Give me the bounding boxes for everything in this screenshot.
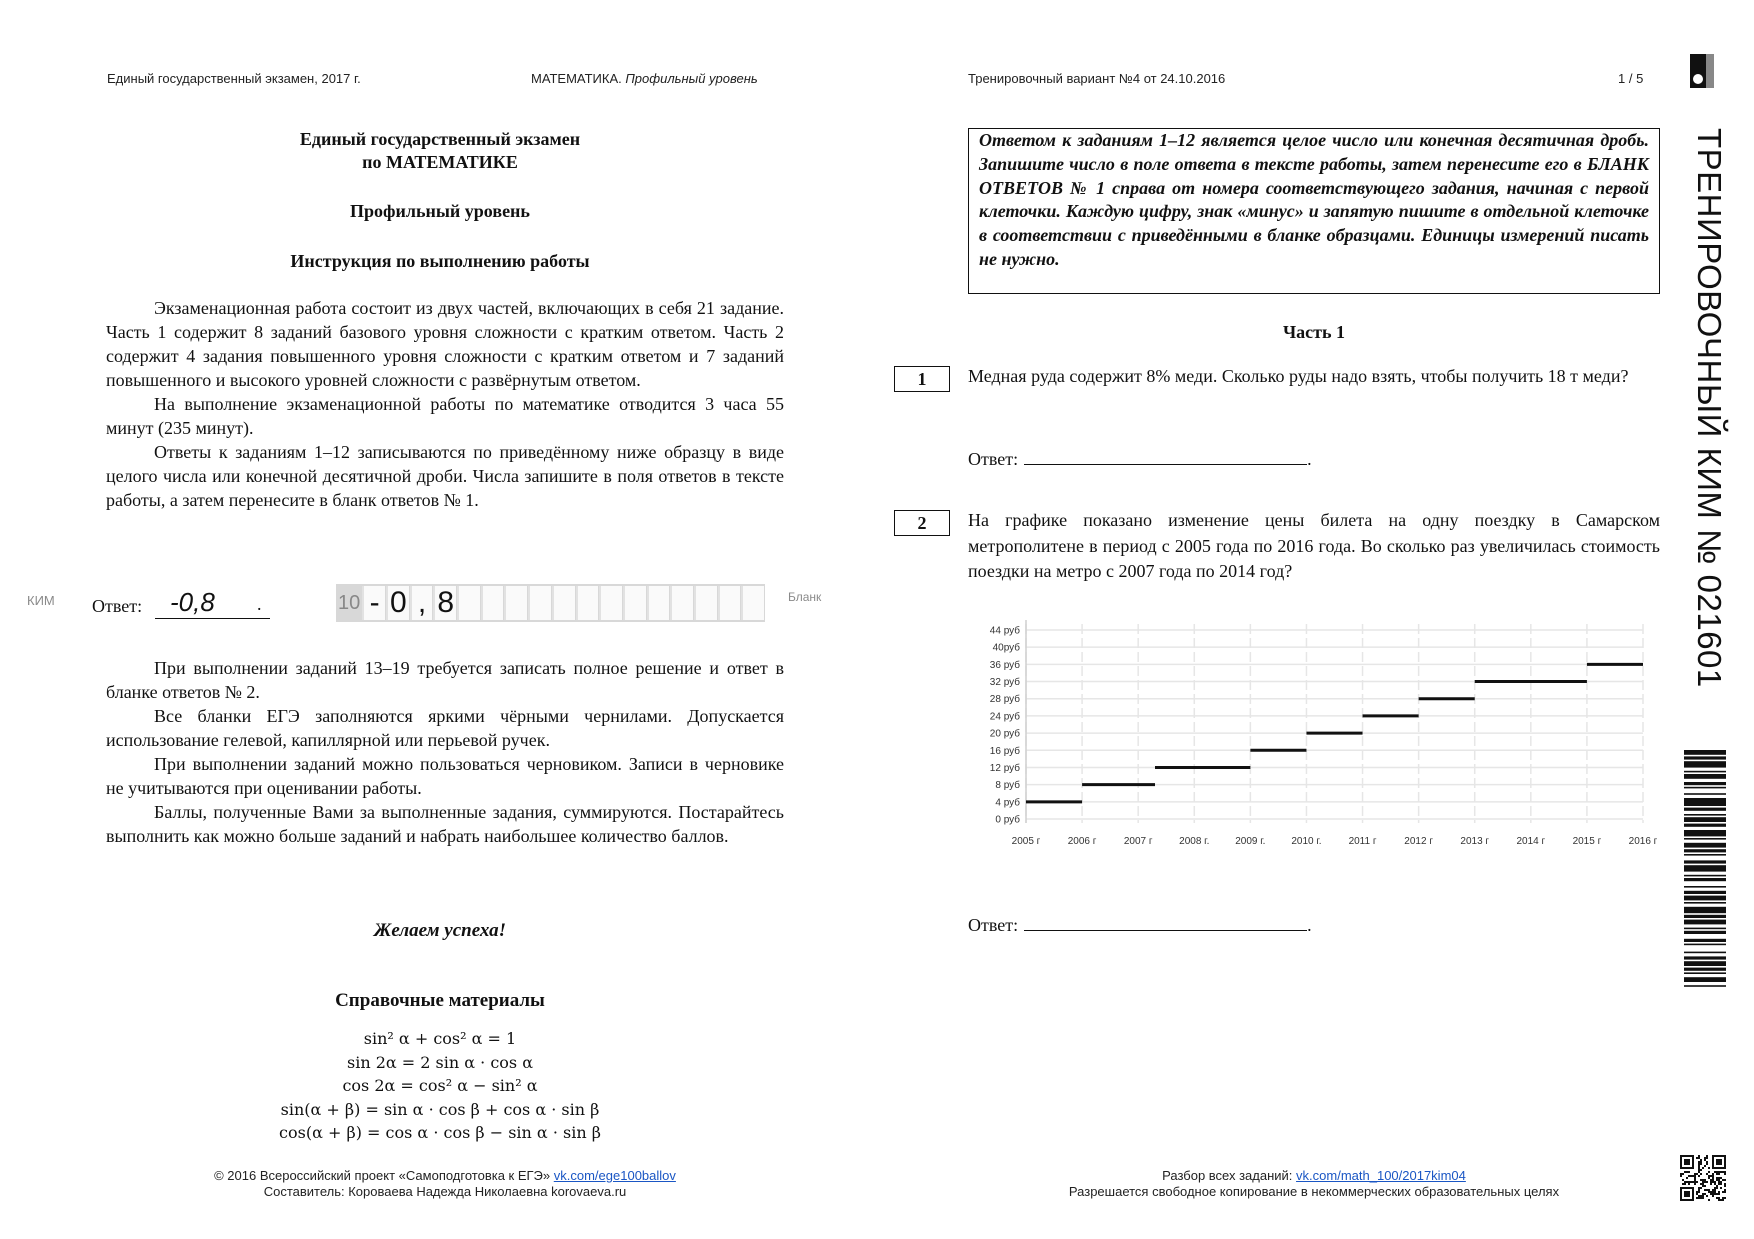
answer-dot: . <box>1307 449 1312 469</box>
exam-title <box>95 128 785 174</box>
svg-text:2011 г: 2011 г <box>1348 836 1377 847</box>
answer-input-line[interactable] <box>1024 912 1307 931</box>
task-text: Медная руда содержит 8% меди. Сколько руды надо взять, чтобы получить 18 т меди? <box>968 366 1629 386</box>
svg-text:36 руб: 36 руб <box>989 659 1020 671</box>
part-title: Часть 1 <box>1282 322 1346 342</box>
answer-label: Ответ: <box>968 915 1019 935</box>
answer-label: Ответ: <box>92 596 143 616</box>
blank-label: Бланк <box>788 590 822 604</box>
svg-text:24 руб: 24 руб <box>989 711 1020 723</box>
svg-text:20 руб: 20 руб <box>989 728 1020 740</box>
blank-cell <box>481 586 504 620</box>
answer-input-line[interactable] <box>1024 446 1307 465</box>
instruction-paragraph: Ответы к заданиям 1–12 записываются по приведённому ниже образцу в виде целого числа или конечной десятичной дроби. Числа запишите в поля ответов в тексте работы, а затем перенесите в бланк ответов № 1. <box>106 442 784 510</box>
blank-cell <box>718 586 741 620</box>
svg-text:2009 г.: 2009 г. <box>1235 836 1266 847</box>
blank-cell <box>504 586 527 620</box>
svg-text:2006 г: 2006 г <box>1067 836 1097 847</box>
svg-text:8 руб: 8 руб <box>995 780 1020 792</box>
task-text: На графике показано изменение цены билета на одну поездку в Самарском метрополитене в период с 2005 года по 2016 года. Во сколько раз увеличилась стоимость поездки на метро с 2007 года по 2014 год? <box>968 510 1660 581</box>
reference-formulas <box>95 1027 785 1145</box>
svg-text:2014 г: 2014 г <box>1516 836 1546 847</box>
answer-label: Ответ: <box>968 449 1019 469</box>
copyright-text: © 2016 Всероссийский проект «Самоподготовка к ЕГЭ» <box>214 1168 551 1183</box>
ticket-price-chart <box>968 612 1658 852</box>
project-link[interactable]: vk.com/ege100ballov <box>553 1168 676 1183</box>
qr-code-icon <box>1680 1155 1726 1201</box>
exam-level: Профильный уровень <box>350 201 530 221</box>
task-answer-field <box>968 912 1312 936</box>
instruction-title: Инструкция по выполнению работы <box>290 251 590 271</box>
blank-cell <box>576 586 599 620</box>
formula: cos 2α = cos² α − sin² α <box>342 1076 538 1095</box>
task-answer-field <box>968 446 1312 470</box>
blank-cell <box>528 586 551 620</box>
author-text: Составитель: Короваева Надежда Николаевна korovaeva.ru <box>263 1184 627 1199</box>
formula: cos(α + β) = cos α · cos β − sin α · sin β <box>279 1123 601 1142</box>
left-footer <box>95 1168 795 1200</box>
blank-cell <box>694 586 717 620</box>
blank-cell: 0 <box>386 586 409 620</box>
svg-text:40руб: 40руб <box>992 642 1020 654</box>
exam-title-line1: Единый государственный экзамен <box>299 129 581 149</box>
svg-text:28 руб: 28 руб <box>989 694 1020 706</box>
exam-title-line2: по МАТЕМАТИКЕ <box>362 152 518 172</box>
formula: sin(α + β) = sin α · cos β + cos α · sin β <box>280 1099 600 1119</box>
formula: sin 2α = 2 sin α · cos α <box>346 1052 534 1072</box>
kim-number-text: ТРЕНИРОВОЧНЫЙ КИМ № 021601 <box>1691 128 1728 688</box>
blank-task-number: 10 <box>338 591 361 614</box>
svg-text:2016 г: 2016 г <box>1628 836 1658 847</box>
blank-cell: 8 <box>433 586 456 620</box>
analysis-text: Разбор всех заданий: <box>1162 1168 1293 1183</box>
page-number: 1 / 5 <box>1618 71 1644 86</box>
svg-text:2007 г: 2007 г <box>1123 836 1153 847</box>
step-chart <box>968 612 1658 852</box>
right-footer <box>968 1168 1660 1200</box>
answer-instruction-box <box>968 128 1660 294</box>
kim-label: КИМ <box>27 593 55 608</box>
header-subject-level: Профильный уровень <box>625 71 758 86</box>
analysis-link[interactable]: vk.com/math_100/2017kim04 <box>1296 1168 1466 1183</box>
good-luck-text: Желаем успеха! <box>373 920 507 941</box>
answer-sample-value: -0,8 <box>155 586 270 619</box>
svg-text:44 руб: 44 руб <box>989 625 1020 637</box>
header-subject-name: МАТЕМАТИКА. <box>531 71 622 86</box>
blank-cell: - <box>362 586 385 620</box>
vertical-kim-title <box>1690 128 1730 718</box>
blank-cell <box>552 586 575 620</box>
blank-cell <box>670 586 693 620</box>
answer-dot: . <box>1307 915 1312 935</box>
svg-text:16 руб: 16 руб <box>989 745 1020 757</box>
svg-text:2010 г.: 2010 г. <box>1291 836 1322 847</box>
license-text: Разрешается свободное копирование в некоммерческих образовательных целях <box>1068 1184 1560 1199</box>
svg-text:2005 г: 2005 г <box>1011 836 1041 847</box>
barcode-icon <box>1682 750 1728 1100</box>
task-number-box: 1 <box>894 366 950 392</box>
instruction-paragraph: На выполнение экзаменационной работы по математике отводится 3 часа 55 минут (235 минут). <box>106 394 784 438</box>
svg-text:4 руб: 4 руб <box>995 797 1020 809</box>
blank-cell <box>623 586 646 620</box>
svg-text:2013 г: 2013 г <box>1460 836 1490 847</box>
svg-text:32 руб: 32 руб <box>989 677 1020 689</box>
blank-cell: , <box>410 586 433 620</box>
svg-text:0 руб: 0 руб <box>995 814 1020 826</box>
answer-sample <box>0 584 840 624</box>
reference-title: Справочные материалы <box>335 990 545 1011</box>
instructions-body-2 <box>106 656 784 848</box>
svg-text:2015 г: 2015 г <box>1572 836 1602 847</box>
instruction-paragraph: Экзаменационная работа состоит из двух частей, включающих в себя 21 задание. Часть 1 содержит 8 заданий базового уровня сложности с кратким ответом. Часть 2 содержит 4 задания повышенного уровня сложности с кратким ответом и 7 заданий повышенного и высокого уровней сложности с развёрнутым ответом. <box>106 298 784 390</box>
header-left: Единый государственный экзамен, 2017 г. <box>107 71 361 86</box>
blank-cell <box>647 586 670 620</box>
registration-mark-icon <box>1690 54 1714 88</box>
answer-form-sample <box>336 584 765 622</box>
formula: sin² α + cos² α = 1 <box>363 1029 517 1048</box>
instruction-paragraph: Все бланки ЕГЭ заполняются яркими чёрными чернилами. Допускается использование гелевой, капиллярной или перьевой ручек. <box>106 706 784 750</box>
header-subject <box>531 71 758 86</box>
blank-cell <box>457 586 480 620</box>
instruction-paragraph: Баллы, полученные Вами за выполненные задания, суммируются. Постарайтесь выполнить как можно больше заданий и набрать наибольшее количество баллов. <box>106 802 784 846</box>
svg-text:2008 г.: 2008 г. <box>1179 836 1210 847</box>
blank-cell <box>599 586 622 620</box>
blank-cell <box>741 586 764 620</box>
instruction-paragraph: При выполнении заданий можно пользоваться черновиком. Записи в черновике не учитываются при оценивании работы. <box>106 754 784 798</box>
svg-text:12 руб: 12 руб <box>989 762 1020 774</box>
instructions-body <box>106 296 784 512</box>
task-number-box: 2 <box>894 510 950 536</box>
instruction-paragraph: При выполнении заданий 13–19 требуется записать полное решение и ответ в бланке ответов № 2. <box>106 658 784 702</box>
answer-instruction-text: Ответом к заданиям 1–12 является целое число или конечная десятичная дробь. Запишите число в поле ответа в тексте работы, затем перенесите его в БЛАНК ОТВЕТОВ № 1 справа от номера соответствующего задания, начиная с первой клеточки. Каждую цифру, знак «минус» и запятую пишите в отдельной клеточке в соответствии с приведёнными в бланке образцами. Единицы измерений писать не нужно. <box>979 130 1649 269</box>
svg-text:2012 г: 2012 г <box>1404 836 1433 847</box>
answer-dot: . <box>257 594 262 614</box>
header-variant: Тренировочный вариант №4 от 24.10.2016 <box>968 71 1226 86</box>
